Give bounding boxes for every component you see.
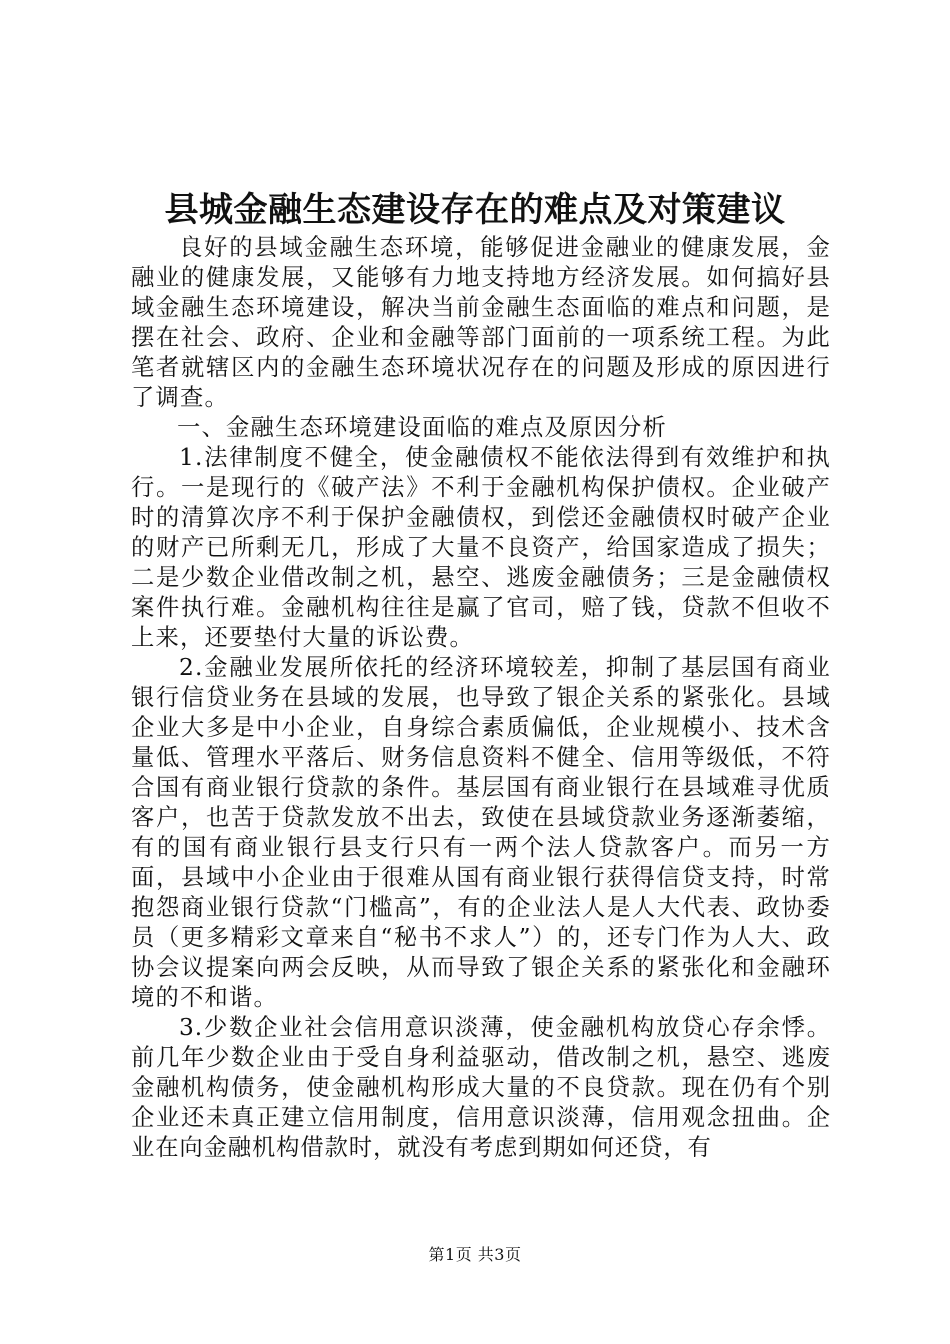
document-title: 县城金融生态建设存在的难点及对策建议 <box>164 190 786 230</box>
page-number-footer: 第1页 共3页 <box>428 1245 522 1264</box>
document-body <box>131 233 831 1163</box>
point-2-paragraph: 2.金融业发展所依托的经济环境较差，抑制了基层国有商业银行信贷业务在县域的发展，也导致了银企关系的紧张化。县域企业大多是中小企业，自身综合素质偏低，企业规模小、技术含量低、管理水平落后、财务信息资料不健全、信用等级低，不符合国有商业银行贷款的条件。基层国有商业银行在县域难寻优质客户，也苦于贷款发放不出去，致使在县域贷款业务逐渐萎缩，有的国有商业银行县支行只有一两个法人贷款客户。而另一方面，县域中小企业由于很难从国有商业银行获得信贷支持，时常抱怨商业银行贷款“门槛高”，有的企业法人是人大代表、政协委员（更多精彩文章来自“秘书不求人”）的，还专门作为人大、政协会议提案向两会反映，从而导致了银企关系的紧张化和金融环境的不和谐。 <box>131 654 831 1011</box>
point-3-paragraph: 3.少数企业社会信用意识淡薄，使金融机构放贷心存余悸。前几年少数企业由于受自身利益驱动，借改制之机，悬空、逃废金融机构债务，使金融机构形成大量的不良贷款。现在仍有个别企业还未真正建立信用制度，信用意识淡薄，信用观念扭曲。企业在向金融机构借款时，就没有考虑到期如何还贷，有 <box>131 1014 831 1161</box>
section-heading: 一、金融生态环境建设面临的难点及原因分析 <box>177 414 667 441</box>
intro-paragraph: 良好的县域金融生态环境，能够促进金融业的健康发展，金融业的健康发展，又能够有力地支持地方经济发展。如何搞好县域金融生态环境建设，解决当前金融生态面临的难点和问题，是摆在社会、政府、企业和金融等部门面前的一项系统工程。为此笔者就辖区内的金融生态环境状况存在的问题及形成的原因进行了调查。 <box>131 234 831 411</box>
point-1-paragraph: 1.法律制度不健全，使金融债权不能依法得到有效维护和执行。一是现行的《破产法》不利于金融机构保护债权。企业破产时的清算次序不利于保护金融债权，到偿还金融债权时破产企业的财产已所剩无几，形成了大量不良资产，给国家造成了损失；二是少数企业借改制之机，悬空、逃废金融债务；三是金融债权案件执行难。金融机构往往是赢了官司，赔了钱，贷款不但收不上来，还要垫付大量的诉讼费。 <box>131 444 831 651</box>
